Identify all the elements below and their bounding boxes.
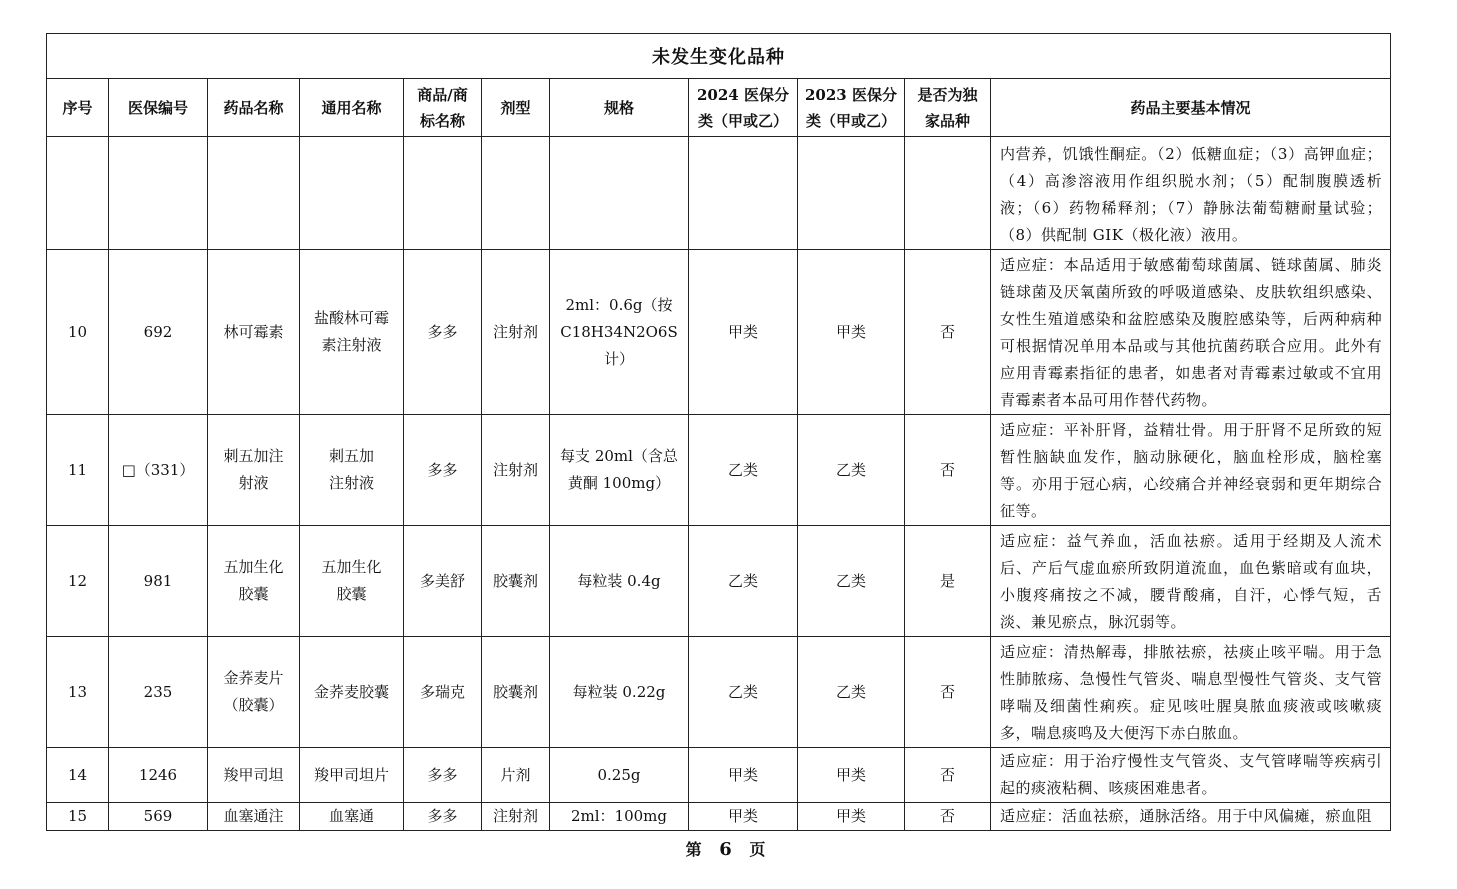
- cell-dosage-form: 注射剂: [482, 803, 550, 831]
- cell-class-2024: 乙类: [689, 415, 798, 526]
- cell-exclusive: 否: [905, 415, 991, 526]
- table-row: [47, 637, 1391, 748]
- cell-info: 适应症：益气养血，活血祛瘀。适用于经期及人流术后、产后气虚血瘀所致阴道流血，血色紫暗或有血块，小腹疼痛按之不减，腰背酸痛，自汗，心悸气短，舌淡、兼见瘀点，脉沉弱等。: [991, 526, 1391, 637]
- cell-trade-name: 多多: [404, 803, 482, 831]
- cell-spec: [550, 137, 689, 250]
- cell-exclusive: 否: [905, 637, 991, 748]
- cell-dosage-form: 胶囊剂: [482, 637, 550, 748]
- cell-class-2024: 乙类: [689, 526, 798, 637]
- table-title: 未发生变化品种: [47, 34, 1391, 79]
- cell-drug-name: 刺五加注射液: [208, 415, 300, 526]
- cell-trade-name: 多瑞克: [404, 637, 482, 748]
- table-row: [47, 137, 1391, 250]
- cell-spec: 每支 20ml（含总黄酮 100mg）: [550, 415, 689, 526]
- cell-info: 适应症：用于治疗慢性支气管炎、支气管哮喘等疾病引起的痰液粘稠、咳痰困难患者。: [991, 748, 1391, 803]
- header-class-2023: 2023 医保分类（甲或乙）: [798, 79, 905, 137]
- cell-trade-name: [404, 137, 482, 250]
- cell-exclusive: 否: [905, 748, 991, 803]
- cell-code: 235: [109, 637, 208, 748]
- cell-generic-name: 金荞麦胶囊: [300, 637, 404, 748]
- cell-drug-name: 羧甲司坦: [208, 748, 300, 803]
- header-code: 医保编号: [109, 79, 208, 137]
- page-footer: [0, 837, 1457, 860]
- table-row: [47, 526, 1391, 637]
- drug-table: [46, 33, 1391, 831]
- cell-dosage-form: 片剂: [482, 748, 550, 803]
- cell-exclusive: 是: [905, 526, 991, 637]
- cell-seq: [47, 137, 109, 250]
- cell-exclusive: 否: [905, 250, 991, 415]
- table-row: [47, 748, 1391, 803]
- cell-code: 1246: [109, 748, 208, 803]
- cell-code: 692: [109, 250, 208, 415]
- cell-class-2023: 甲类: [798, 803, 905, 831]
- header-dosage-form: 剂型: [482, 79, 550, 137]
- cell-dosage-form: 胶囊剂: [482, 526, 550, 637]
- header-exclusive: 是否为独家品种: [905, 79, 991, 137]
- page-prefix: 第: [685, 840, 708, 859]
- cell-seq: 13: [47, 637, 109, 748]
- header-drug-name: 药品名称: [208, 79, 300, 137]
- cell-code: □（331）: [109, 415, 208, 526]
- cell-dosage-form: [482, 137, 550, 250]
- page-suffix: 页: [749, 840, 772, 859]
- header-spec: 规格: [550, 79, 689, 137]
- header-info: 药品主要基本情况: [991, 79, 1391, 137]
- cell-class-2023: 乙类: [798, 526, 905, 637]
- cell-class-2023: 甲类: [798, 748, 905, 803]
- cell-class-2023: [798, 137, 905, 250]
- cell-generic-name: 羧甲司坦片: [300, 748, 404, 803]
- cell-drug-name: 金荞麦片（胶囊）: [208, 637, 300, 748]
- cell-generic-name: [300, 137, 404, 250]
- cell-spec: 2ml：100mg: [550, 803, 689, 831]
- cell-code: [109, 137, 208, 250]
- cell-seq: 10: [47, 250, 109, 415]
- cell-class-2023: 乙类: [798, 415, 905, 526]
- table-row: [47, 803, 1391, 831]
- cell-info: 适应症：清热解毒，排脓祛瘀，祛痰止咳平喘。用于急性肺脓疡、急慢性气管炎、喘息型慢性气管炎、支气管哮喘及细菌性痢疾。症见咳吐腥臭脓血痰液或咳嗽痰多，喘息痰鸣及大便泻下赤白脓血。: [991, 637, 1391, 748]
- cell-exclusive: [905, 137, 991, 250]
- table-row: [47, 415, 1391, 526]
- cell-seq: 11: [47, 415, 109, 526]
- cell-class-2024: 甲类: [689, 803, 798, 831]
- cell-drug-name: 五加生化胶囊: [208, 526, 300, 637]
- cell-spec: 2ml：0.6g（按 C18H34N2O6S 计）: [550, 250, 689, 415]
- header-row: [47, 79, 1391, 137]
- cell-seq: 12: [47, 526, 109, 637]
- cell-dosage-form: 注射剂: [482, 250, 550, 415]
- cell-info: 适应症：平补肝肾，益精壮骨。用于肝肾不足所致的短暂性脑缺血发作，脑动脉硬化，脑血栓形成，脑栓塞等。亦用于冠心病，心绞痛合并神经衰弱和更年期综合征等。: [991, 415, 1391, 526]
- header-generic-name: 通用名称: [300, 79, 404, 137]
- cell-trade-name: 多多: [404, 415, 482, 526]
- cell-info: 适应症：活血祛瘀，通脉活络。用于中风偏瘫，瘀血阻: [991, 803, 1391, 831]
- cell-class-2024: 甲类: [689, 250, 798, 415]
- cell-drug-name: 林可霉素: [208, 250, 300, 415]
- cell-info: 内营养，饥饿性酮症。（2）低糖血症；（3）高钾血症；（4）高渗溶液用作组织脱水剂；（5）配制腹膜透析液；（6）药物稀释剂；（7）静脉法葡萄糖耐量试验；（8）供配制 GIK（极化液）液用。: [991, 137, 1391, 250]
- cell-seq: 14: [47, 748, 109, 803]
- cell-seq: 15: [47, 803, 109, 831]
- table-row: [47, 250, 1391, 415]
- cell-generic-name: 盐酸林可霉素注射液: [300, 250, 404, 415]
- cell-trade-name: 多多: [404, 250, 482, 415]
- cell-class-2024: 乙类: [689, 637, 798, 748]
- cell-class-2024: [689, 137, 798, 250]
- cell-generic-name: 血塞通: [300, 803, 404, 831]
- cell-trade-name: 多美舒: [404, 526, 482, 637]
- header-class-2024: 2024 医保分类（甲或乙）: [689, 79, 798, 137]
- cell-code: 569: [109, 803, 208, 831]
- cell-drug-name: 血塞通注: [208, 803, 300, 831]
- cell-generic-name: 刺五加注射液: [300, 415, 404, 526]
- header-seq: 序号: [47, 79, 109, 137]
- cell-info: 适应症：本品适用于敏感葡萄球菌属、链球菌属、肺炎链球菌及厌氧菌所致的呼吸道感染、皮肤软组织感染、女性生殖道感染和盆腔感染及腹腔感染等，后两种病种可根据情况单用本品或与其他抗菌药联合应用。此外有应用青霉素指征的患者，如患者对青霉素过敏或不宜用青霉素者本品可用作替代药物。: [991, 250, 1391, 415]
- cell-spec: 每粒装 0.4g: [550, 526, 689, 637]
- cell-code: 981: [109, 526, 208, 637]
- cell-spec: 每粒装 0.22g: [550, 637, 689, 748]
- page-number: 6: [719, 839, 738, 860]
- cell-trade-name: 多多: [404, 748, 482, 803]
- cell-dosage-form: 注射剂: [482, 415, 550, 526]
- header-trade-name: 商品/商标名称: [404, 79, 482, 137]
- cell-spec: 0.25g: [550, 748, 689, 803]
- cell-exclusive: 否: [905, 803, 991, 831]
- cell-class-2023: 乙类: [798, 637, 905, 748]
- cell-drug-name: [208, 137, 300, 250]
- cell-class-2023: 甲类: [798, 250, 905, 415]
- cell-class-2024: 甲类: [689, 748, 798, 803]
- cell-generic-name: 五加生化胶囊: [300, 526, 404, 637]
